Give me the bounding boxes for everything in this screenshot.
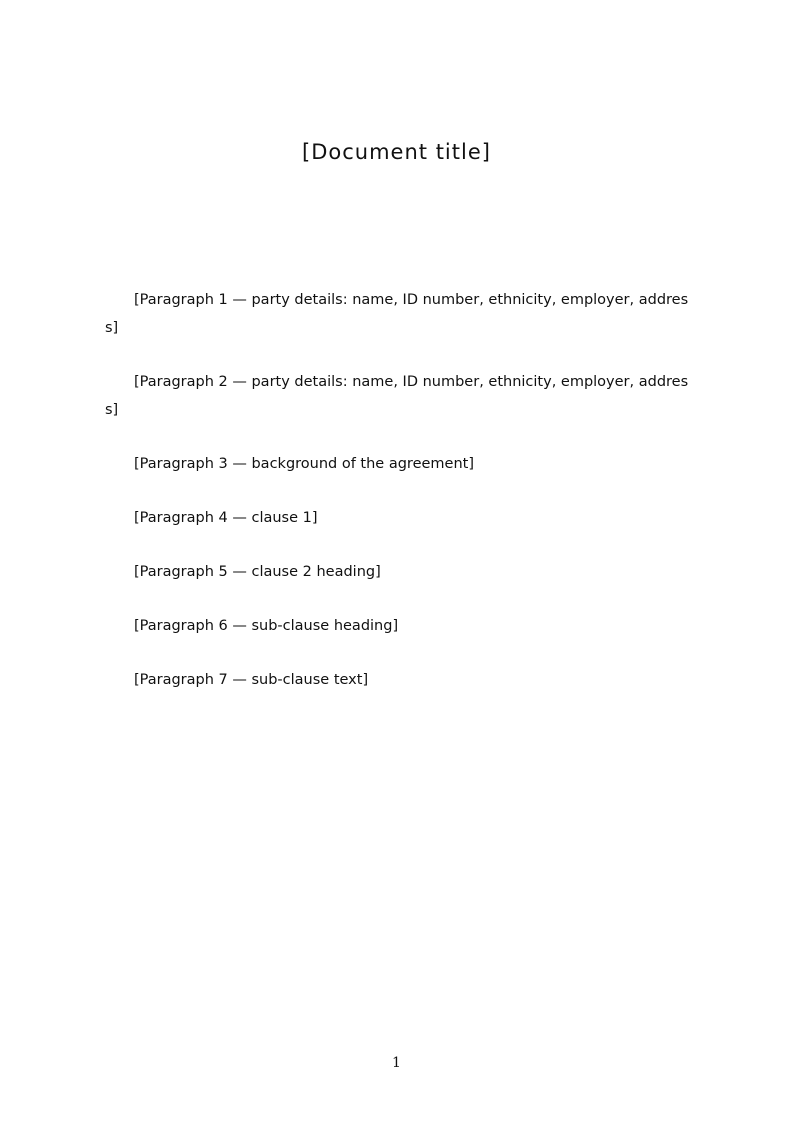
document-title: [Document title] (302, 140, 491, 164)
paragraph-7: [Paragraph 7 — sub-clause text] (134, 672, 369, 688)
paragraph-2: [Paragraph 2 — party details: name, ID number, ethnicity, employer, address] (105, 374, 689, 418)
paragraph-1: [Paragraph 1 — party details: name, ID number, ethnicity, employer, address] (105, 292, 689, 336)
paragraph-5: [Paragraph 5 — clause 2 heading] (134, 564, 381, 580)
page-number: 1 (392, 1055, 401, 1071)
paragraph-4: [Paragraph 4 — clause 1] (134, 510, 318, 526)
paragraph-3: [Paragraph 3 — background of the agreement] (134, 456, 474, 472)
paragraph-6: [Paragraph 6 — sub-clause heading] (134, 618, 399, 634)
document-body (105, 286, 700, 720)
